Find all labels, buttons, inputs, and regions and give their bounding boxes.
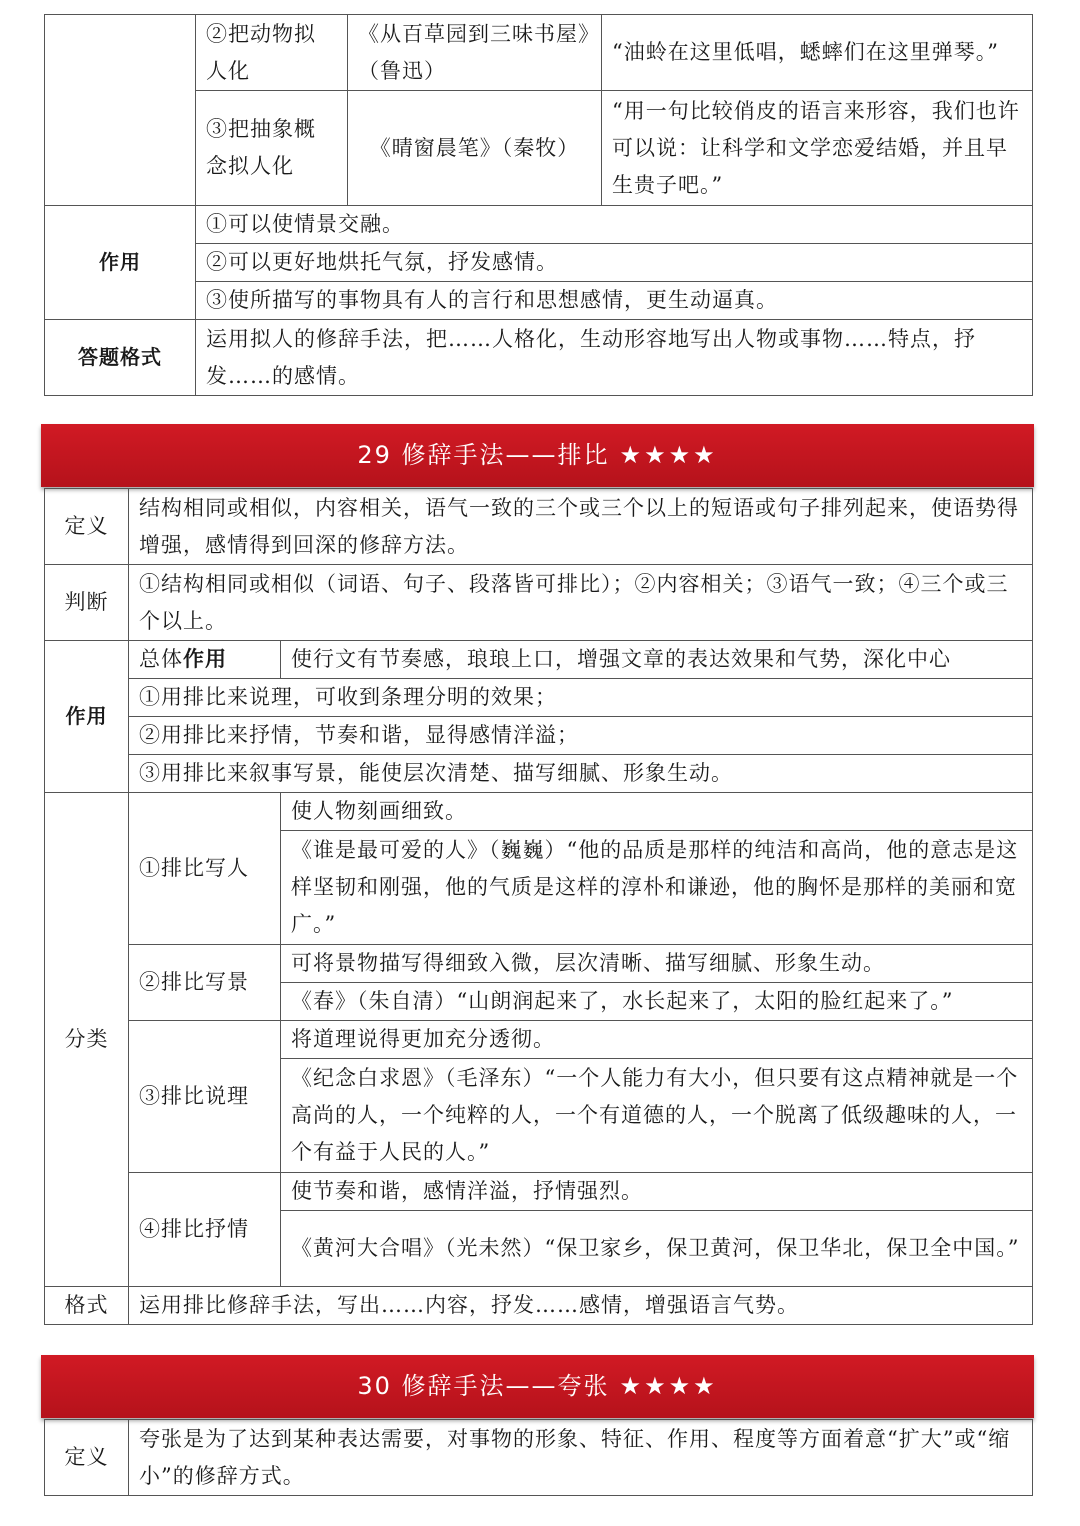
format-label: 格式 bbox=[45, 1287, 129, 1325]
class-name: ④排比抒情 bbox=[129, 1173, 281, 1287]
definition-label: 定义 bbox=[45, 489, 129, 565]
section-29-banner bbox=[41, 424, 1034, 487]
source-cell: 《晴窗晨笔》（秦牧） bbox=[348, 91, 602, 206]
class-example: 《纪念白求恩》（毛泽东）“一个人能力有大小，但只要有这点精神就是一个高尚的人，一个纯粹的人，一个有道德的人，一个脱离了低级趣味的人，一个有益于人民的人。” bbox=[281, 1059, 1033, 1173]
table-row bbox=[45, 565, 1033, 641]
table-row bbox=[45, 1021, 1033, 1059]
class-desc: 使节奏和谐，感情洋溢，抒情强烈。 bbox=[281, 1173, 1033, 1211]
table-row bbox=[45, 489, 1033, 565]
table-row bbox=[45, 679, 1033, 717]
overall-effect-text: 使行文有节奏感，琅琅上口，增强文章的表达效果和气势，深化中心 bbox=[281, 641, 1033, 679]
table-row bbox=[45, 755, 1033, 793]
star-rating-icon: ★★★★ bbox=[619, 441, 718, 469]
section-30-title: 30 修辞手法——夸张 bbox=[357, 1372, 610, 1400]
judge-label: 判断 bbox=[45, 565, 129, 641]
definition-text: 结构相同或相似，内容相关，语气一致的三个或三个以上的短语或句子排列起来，使语势得增强，感情得到回深的修辞方法。 bbox=[129, 489, 1033, 565]
source-cell: 《从百草园到三味书屋》（鲁迅） bbox=[348, 15, 602, 91]
section-30-banner bbox=[41, 1355, 1034, 1418]
table-row bbox=[45, 1173, 1033, 1211]
definition-text: 夸张是为了达到某种表达需要，对事物的形象、特征、作用、程度等方面着意“扩大”或“缩小”的修辞方式。 bbox=[129, 1420, 1033, 1496]
parallelism-table bbox=[44, 488, 1033, 1325]
overall-effect-label bbox=[129, 641, 281, 679]
overall-label-bold: 作用 bbox=[183, 647, 227, 671]
class-name: ③排比说理 bbox=[129, 1021, 281, 1173]
table-row bbox=[45, 320, 1033, 396]
table-row bbox=[45, 15, 1033, 91]
class-name: ①排比写人 bbox=[129, 793, 281, 945]
overall-label-text: 总体 bbox=[139, 647, 183, 671]
class-example: 《春》（朱自清）“山朗润起来了，水长起来了，太阳的脸红起来了。” bbox=[281, 983, 1033, 1021]
section-29-title: 29 修辞手法——排比 bbox=[357, 441, 610, 469]
table-row bbox=[45, 1420, 1033, 1496]
type-label: ②把动物拟人化 bbox=[196, 15, 348, 91]
table-row bbox=[45, 793, 1033, 831]
effect-item: ②可以更好地烘托气氛，抒发感情。 bbox=[196, 244, 1033, 282]
table-row bbox=[45, 717, 1033, 755]
effect-item: ③用排比来叙事写景，能使层次清楚、描写细腻、形象生动。 bbox=[129, 755, 1033, 793]
class-example: 《谁是最可爱的人》（巍巍）“他的品质是那样的纯洁和高尚，他的意志是这样坚韧和刚强，他的气质是这样的淳朴和谦逊，他的胸怀是那样的美丽和宽广。” bbox=[281, 831, 1033, 945]
table-row bbox=[45, 945, 1033, 983]
class-name: ②排比写景 bbox=[129, 945, 281, 1021]
format-text: 运用排比修辞手法，写出……内容，抒发……感情，增强语言气势。 bbox=[129, 1287, 1033, 1325]
table-row bbox=[45, 206, 1033, 244]
effect-label: 作用 bbox=[45, 206, 196, 320]
definition-label: 定义 bbox=[45, 1420, 129, 1496]
effect-item: ②用排比来抒情，节奏和谐，显得感情洋溢； bbox=[129, 717, 1033, 755]
effect-item: ①可以使情景交融。 bbox=[196, 206, 1033, 244]
star-rating-icon: ★★★★ bbox=[619, 1372, 718, 1400]
effect-item: ①用排比来说理，可收到条理分明的效果； bbox=[129, 679, 1033, 717]
class-desc: 可将景物描写得细致入微，层次清晰、描写细腻、形象生动。 bbox=[281, 945, 1033, 983]
type-label: ③把抽象概念拟人化 bbox=[196, 91, 348, 206]
format-text: 运用拟人的修辞手法，把……人格化，生动形容地写出人物或事物……特点，抒发……的感情。 bbox=[196, 320, 1033, 396]
class-desc: 将道理说得更加充分透彻。 bbox=[281, 1021, 1033, 1059]
class-desc: 使人物刻画细致。 bbox=[281, 793, 1033, 831]
table-row bbox=[45, 641, 1033, 679]
effect-label: 作用 bbox=[45, 641, 129, 793]
hyperbole-table bbox=[44, 1419, 1033, 1496]
personification-table bbox=[44, 14, 1033, 396]
table-row bbox=[45, 1287, 1033, 1325]
judge-text: ①结构相同或相似（词语、句子、段落皆可排比）；②内容相关；③语气一致；④三个或三个以上。 bbox=[129, 565, 1033, 641]
example-cell: “用一句比较俏皮的语言来形容，我们也许可以说：让科学和文学恋爱结婚，并且早生贵子吧。” bbox=[602, 91, 1033, 206]
format-label: 答题格式 bbox=[45, 320, 196, 396]
class-example: 《黄河大合唱》（光未然）“保卫家乡，保卫黄河，保卫华北，保卫全中国。” bbox=[281, 1211, 1033, 1287]
classification-label: 分类 bbox=[45, 793, 129, 1287]
empty-label-cell bbox=[45, 15, 196, 206]
example-cell: “油蛉在这里低唱，蟋蟀们在这里弹琴。” bbox=[602, 15, 1033, 91]
effect-item: ③使所描写的事物具有人的言行和思想感情，更生动逼真。 bbox=[196, 282, 1033, 320]
